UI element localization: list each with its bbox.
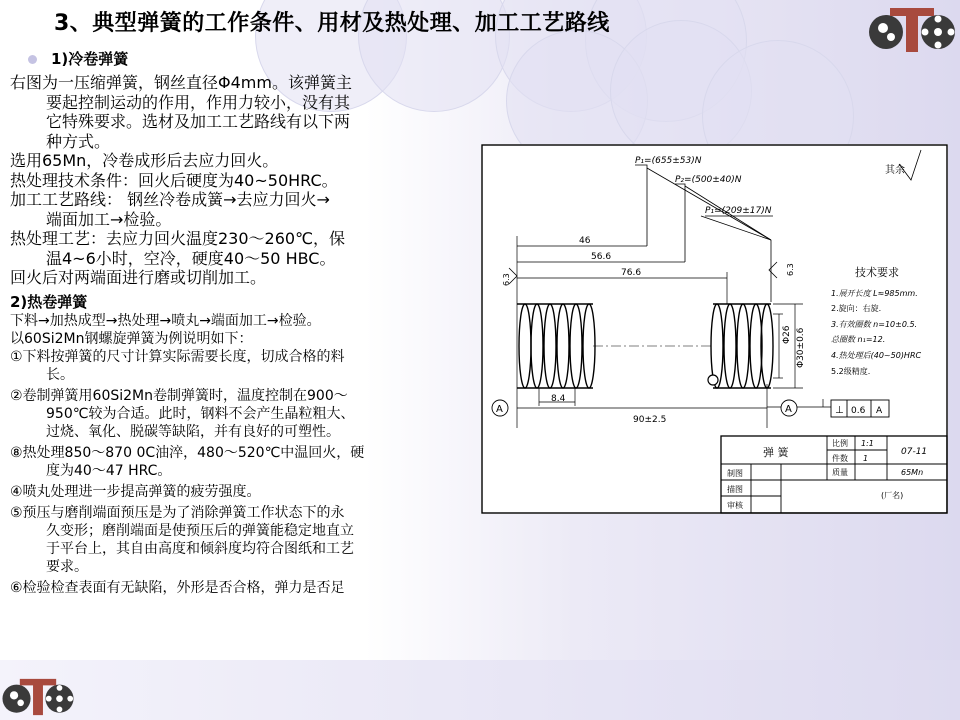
roughness-label: 6.3 bbox=[502, 273, 511, 286]
logo-icon bbox=[0, 675, 76, 719]
line: 要求。 bbox=[46, 558, 88, 575]
tech-item: 1.展开长度 L≈985mm. bbox=[831, 289, 918, 298]
section1-heading-text: 1)冷卷弹簧 bbox=[51, 50, 129, 68]
datum-label: A bbox=[785, 404, 792, 415]
paragraph bbox=[10, 348, 472, 384]
line: 于平台上，其自由高度和倾斜度均符合图纸和工艺 bbox=[46, 540, 354, 557]
dimension-label: Φ30±0.6 bbox=[796, 327, 806, 368]
title-block-name: 弹 簧 bbox=[763, 446, 789, 459]
title-block-label: 质量 bbox=[832, 468, 848, 477]
drawing-frame bbox=[482, 145, 947, 513]
title-block-label: 件数 bbox=[832, 454, 848, 463]
factory-name: (厂名) bbox=[881, 491, 904, 500]
paragraph bbox=[10, 171, 472, 191]
material-value: 65Mn bbox=[901, 468, 924, 477]
section1-heading bbox=[10, 48, 472, 69]
dimension-label: 90±2.5 bbox=[633, 415, 667, 425]
remaining-note: 其余 bbox=[885, 165, 905, 176]
title-block-label: 审核 bbox=[727, 501, 743, 510]
title-block-label: 比例 bbox=[832, 439, 848, 448]
dimension-label: 46 bbox=[579, 236, 591, 246]
paragraph bbox=[10, 268, 472, 288]
force-label: P₁=(655±53)N bbox=[635, 156, 702, 166]
paragraph bbox=[10, 579, 472, 597]
slide-body bbox=[10, 48, 472, 597]
line: 过烧、氧化、脱碳等缺陷，并有良好的可塑性。 bbox=[46, 423, 340, 440]
paragraph bbox=[10, 504, 472, 576]
line: 热处理技术条件：回火后硬度为40~50HRC。 bbox=[10, 170, 338, 190]
line: 端面加工→检验。 bbox=[46, 209, 172, 229]
tech-item: 3.有效圈数 n=10±0.5. bbox=[831, 320, 918, 329]
line: 950℃较为合适。此时，钢料不会产生晶粒粗大、 bbox=[46, 405, 355, 422]
logo-icon bbox=[866, 4, 958, 56]
tech-title: 技术要求 bbox=[855, 266, 899, 279]
line: ②卷制弹簧用60Si2Mn卷制弹簧时，温度控制在900～ bbox=[10, 387, 348, 404]
line: 选用65Mn，冷卷成形后去应力回火。 bbox=[10, 151, 279, 170]
paragraph bbox=[10, 73, 472, 151]
section2-text bbox=[10, 312, 472, 597]
spring-drawing bbox=[481, 144, 948, 514]
line: 长。 bbox=[46, 366, 74, 383]
paragraph bbox=[10, 190, 472, 229]
paragraph bbox=[10, 444, 472, 480]
line: ⑥检验检查表面有无缺陷，外形是否合格，弹力是否足 bbox=[10, 579, 345, 596]
tech-item: 2.旋向：右旋. bbox=[831, 304, 882, 313]
drawing-number: 07-11 bbox=[901, 447, 928, 457]
line: 温4~6小时，空冷，硬度40～50 HBC。 bbox=[46, 248, 336, 268]
line: 下料→加热成型→热处理→喷丸→端面加工→检验。 bbox=[10, 312, 321, 329]
line: 度为40～47 HRC。 bbox=[46, 462, 172, 479]
datum-label: A bbox=[496, 404, 503, 415]
line: ①下料按弹簧的尺寸计算实际需要长度，切成合格的料 bbox=[10, 348, 345, 365]
line: 右图为一压缩弹簧，钢丝直径Φ4mm。该弹簧主 bbox=[10, 73, 352, 92]
dimension-label: 56.6 bbox=[591, 252, 612, 262]
line: 久变形；磨削端面是使预压后的弹簧能稳定地直立 bbox=[46, 522, 354, 539]
line: 种方式。 bbox=[46, 131, 111, 151]
paragraph bbox=[10, 483, 472, 501]
paragraph bbox=[10, 229, 472, 268]
section2-heading: 2)热卷弹簧 bbox=[10, 292, 88, 311]
line: 热处理工艺：去应力回火温度230～260℃，保 bbox=[10, 229, 346, 248]
paragraph bbox=[10, 312, 472, 330]
roughness-label: 6.3 bbox=[786, 263, 795, 276]
title-block-value: 1 bbox=[863, 454, 869, 463]
line: ④喷丸处理进一步提高弹簧的疲劳强度。 bbox=[10, 483, 261, 500]
section1-text bbox=[10, 73, 472, 288]
line: 它特殊要求。选材及加工工艺路线有以下两 bbox=[46, 112, 351, 131]
slide-title: 3、典型弹簧的工作条件、用材及热处理、加工工艺路线 bbox=[54, 11, 610, 36]
force-label: P₂=(500±40)N bbox=[675, 175, 742, 185]
dimension-label: 76.6 bbox=[621, 268, 642, 278]
wire-section bbox=[708, 375, 718, 385]
line: 加工工艺路线： 钢丝冷卷成簧→去应力回火→ bbox=[10, 190, 330, 209]
tolerance-value: 0.6 bbox=[851, 406, 866, 416]
tech-item: 5.2级精度. bbox=[831, 367, 871, 376]
line: ⑧热处理850～870 0C油淬，480～520℃中温回火，硬 bbox=[10, 444, 365, 461]
paragraph bbox=[10, 151, 472, 171]
tech-item: 总圈数 n₁=12. bbox=[831, 335, 886, 344]
title-block-label: 描图 bbox=[727, 485, 743, 494]
line: 回火后对两端面进行磨或切削加工。 bbox=[10, 268, 267, 287]
paragraph bbox=[10, 330, 472, 348]
dimension-label: Φ26 bbox=[782, 325, 792, 344]
slide-footer-band bbox=[0, 660, 960, 720]
tolerance-symbol: ⊥ bbox=[835, 405, 844, 416]
dimension-label: 8.4 bbox=[551, 394, 566, 404]
tech-item: 4.热处理后(40~50)HRC bbox=[831, 351, 922, 360]
title-block-label: 制图 bbox=[727, 469, 743, 478]
tolerance-datum: A bbox=[876, 406, 883, 416]
bullet-icon bbox=[28, 55, 37, 64]
line: 要起控制运动的作用，作用力较小，没有其 bbox=[46, 92, 351, 112]
force-label: P₁=(209±17)N bbox=[705, 206, 772, 216]
line: 以60Si2Mn钢螺旋弹簧为例说明如下： bbox=[10, 330, 253, 347]
paragraph bbox=[10, 387, 472, 441]
title-block-value: 1:1 bbox=[861, 439, 874, 448]
line: ⑤预压与磨削端面预压是为了消除弹簧工作状态下的永 bbox=[10, 504, 345, 521]
